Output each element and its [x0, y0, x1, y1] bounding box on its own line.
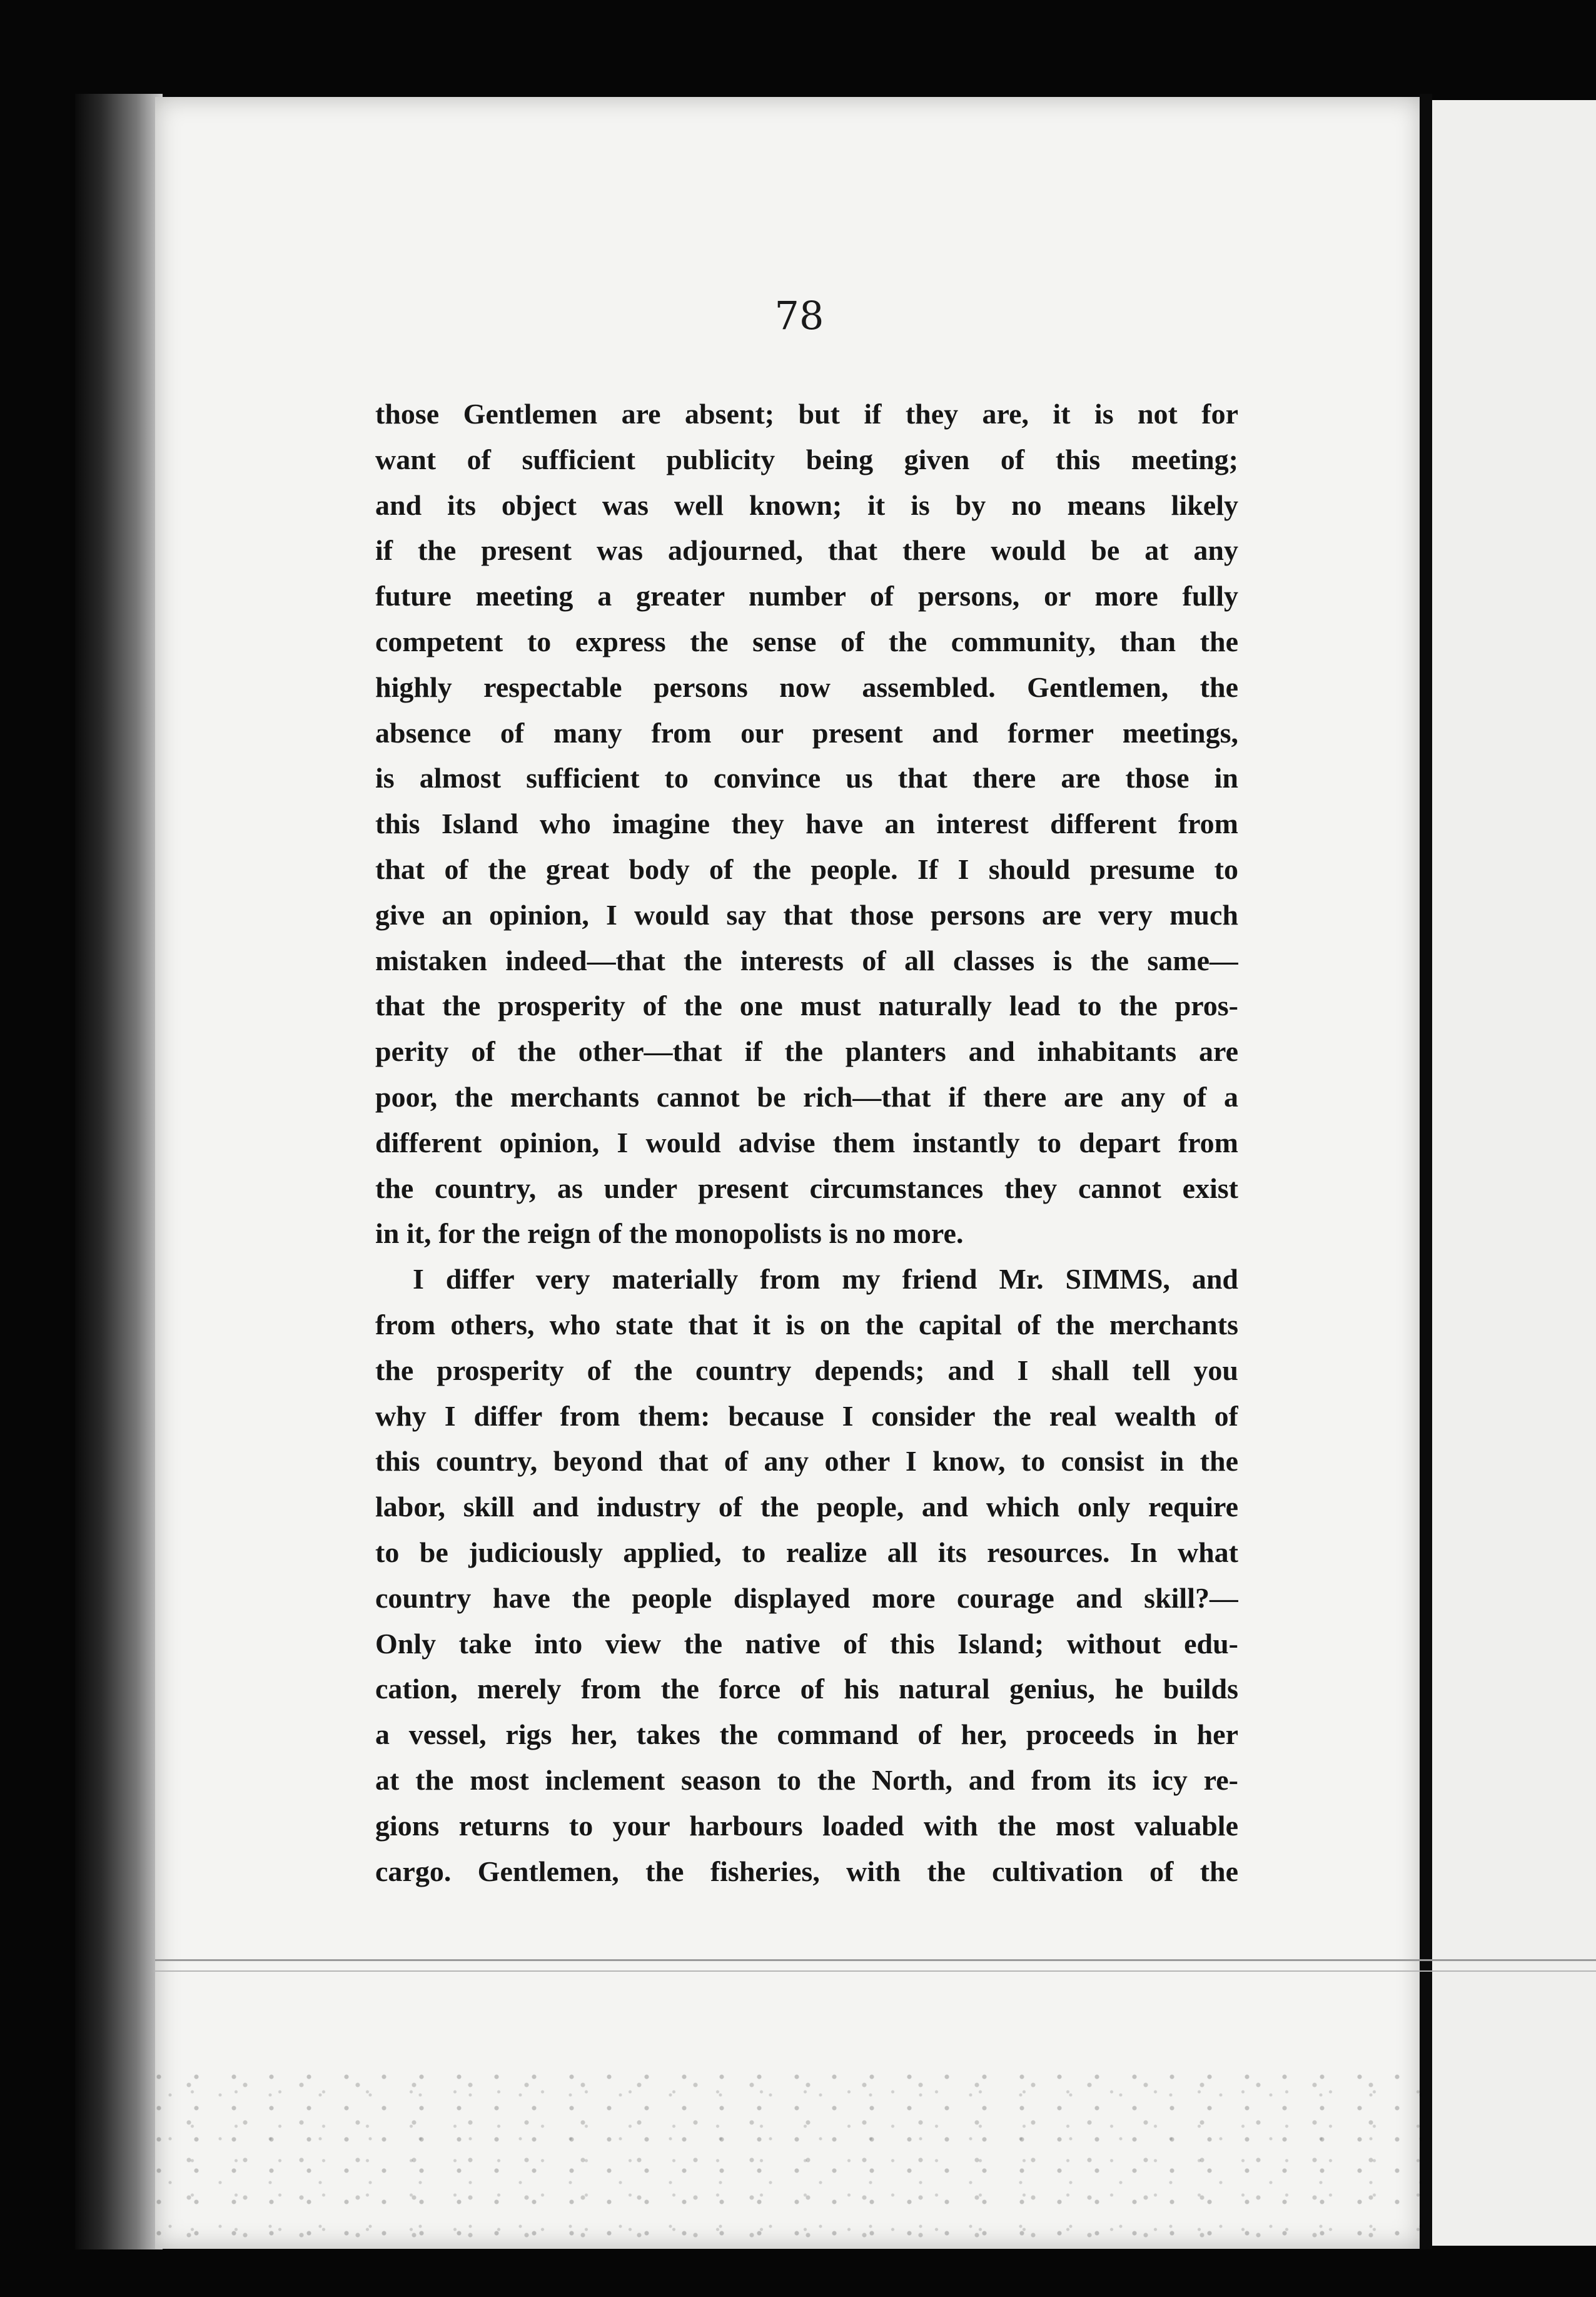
text-line: that the prosperity of the one must naturally lead to the pros-	[375, 990, 1238, 1022]
text-line: the country, as under present circumstances they cannot exist	[375, 1172, 1238, 1204]
text-line: at the most inclement season to the North, and from its icy re-	[375, 1763, 1238, 1796]
text-line: absence of many from our present and former meetings,	[375, 716, 1238, 749]
text-line: highly respectable persons now assembled. Gentlemen, the	[375, 671, 1238, 703]
text-line: cargo. Gentlemen, the fisheries, with the cultivation of the	[375, 1855, 1238, 1887]
text-line: future meeting a greater number of persons, or more fully	[375, 580, 1238, 612]
text-line: to be judiciously applied, to realize all its resources. In what	[375, 1536, 1238, 1568]
text-line: those Gentlemen are absent; but if they are, it is not for	[375, 398, 1238, 430]
text-line: that of the great body of the people. If I should presume to	[375, 853, 1238, 885]
facing-page-edge	[1432, 100, 1596, 2246]
text-line: if the present was adjourned, that there would be at any	[375, 534, 1238, 567]
text-line: the prosperity of the country depends; and I shall tell you	[375, 1354, 1238, 1386]
text-line: country have the people displayed more courage and skill?—	[375, 1581, 1238, 1614]
paragraph-end-line: in it, for the reign of the monopolists is no more.	[375, 1217, 964, 1250]
text-line: labor, skill and industry of the people, and which only require	[375, 1491, 1238, 1523]
text-line: want of sufficient publicity being given of this meeting;	[375, 443, 1238, 475]
text-line: why I differ from them: because I consider the real wealth of	[375, 1399, 1238, 1432]
text-line: different opinion, I would advise them instantly to depart from	[375, 1126, 1238, 1159]
text-line: this country, beyond that of any other I know, to consist in the	[375, 1445, 1238, 1478]
body-text	[375, 392, 1238, 1894]
text-line: Only take into view the native of this Island; without edu-	[375, 1627, 1238, 1660]
text-line: give an opinion, I would say that those persons are very much	[375, 898, 1238, 931]
scan-line-secondary	[155, 1970, 1596, 1972]
text-line: gions returns to your harbours loaded with the most valuable	[375, 1809, 1238, 1842]
text-line: cation, merely from the force of his natural genius, he builds	[375, 1673, 1238, 1705]
page-number: 78	[774, 293, 824, 338]
scan-border-top	[0, 0, 1596, 94]
text-line: competent to express the sense of the community, than the	[375, 625, 1238, 657]
text-line: is almost sufficient to convince us that there are those in	[375, 762, 1238, 794]
text-line: and its object was well known; it is by no means likely	[375, 489, 1238, 521]
text-line: perity of the other—that if the planters and inhabitants are	[375, 1035, 1238, 1068]
text-line: this Island who imagine they have an interest different from	[375, 808, 1238, 840]
text-line: from others, who state that it is on the capital of the merchants	[375, 1308, 1238, 1341]
text-line: poor, the merchants cannot be rich—that if there are any of a	[375, 1080, 1238, 1113]
paragraph-start-line: I differ very materially from my friend Mr. SIMMS, and	[413, 1263, 1238, 1296]
text-line: a vessel, rigs her, takes the command of her, proceeds in her	[375, 1718, 1238, 1751]
text-line: mistaken indeed—that the interests of all classes is the same—	[375, 944, 1238, 976]
page-edge-shadow	[75, 94, 163, 2252]
paper-speckle	[155, 2064, 1422, 2246]
book-gutter	[1420, 94, 1432, 2252]
scan-line	[155, 1959, 1596, 1961]
scan-border-bottom	[0, 2249, 1596, 2297]
